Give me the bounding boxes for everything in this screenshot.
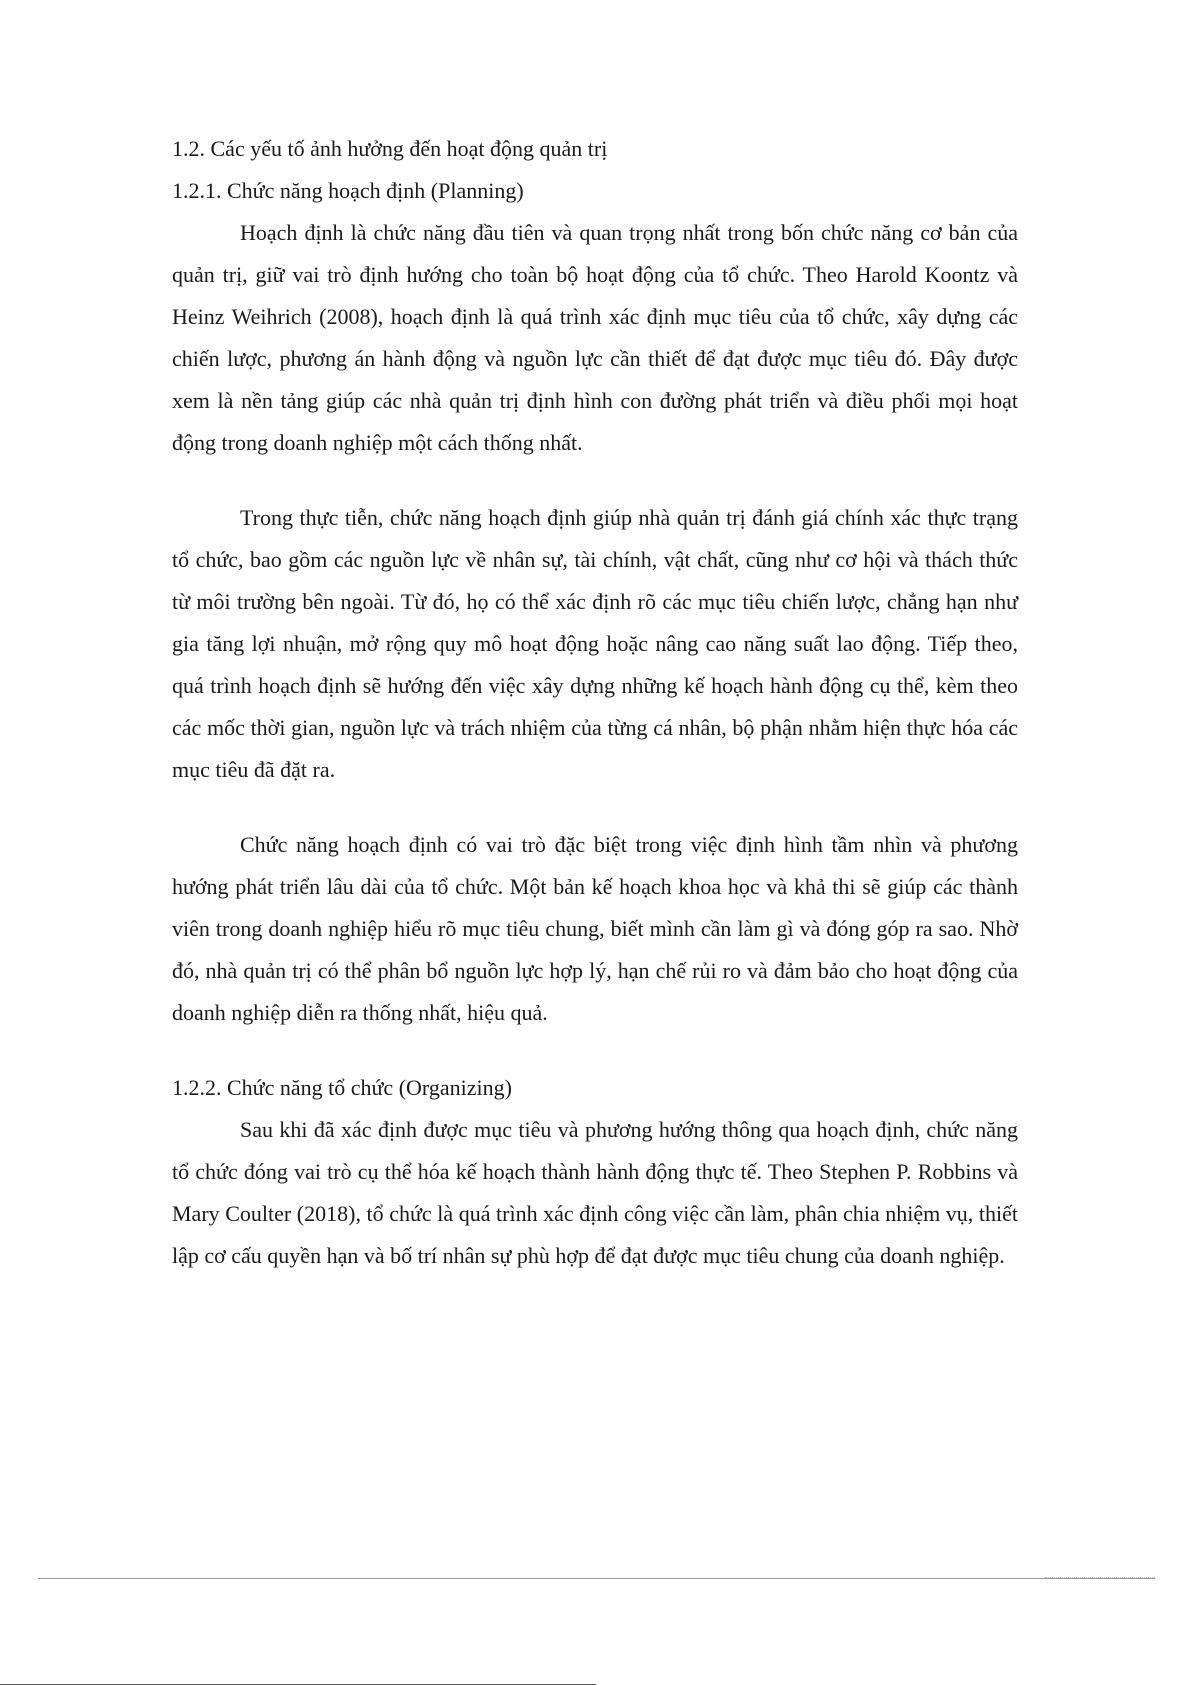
organizing-heading: 1.2.2. Chức năng tổ chức (Organizing)	[172, 1075, 512, 1100]
planning-heading: 1.2.1. Chức năng hoạch định (Planning)	[172, 178, 524, 203]
section-heading: 1.2. Các yếu tố ảnh hưởng đến hoạt động quản trị	[172, 136, 608, 161]
page-content	[172, 128, 1018, 1277]
footer-dotted-rule	[1045, 1577, 1155, 1578]
footer-divider	[38, 1578, 1155, 1579]
organizing-paragraph-1: Sau khi đã xác định được mục tiêu và phương hướng thông qua hoạch định, chức năng tổ chức đóng vai trò cụ thể hóa kế hoạch thành hành động thực tế. Theo Stephen P. Robbins và Mary Coulter (2018), tổ chức là quá trình xác định công việc cần làm, phân chia nhiệm vụ, thiết lập cơ cấu quyền hạn và bố trí nhân sự phù hợp để đạt được mục tiêu chung của doanh nghiệp.	[172, 1117, 1018, 1268]
planning-paragraph-1: Hoạch định là chức năng đầu tiên và quan trọng nhất trong bốn chức năng cơ bản của quản trị, giữ vai trò định hướng cho toàn bộ hoạt động của tổ chức. Theo Harold Koontz và Heinz Weihrich (2008), hoạch định là quá trình xác định mục tiêu của tổ chức, xây dựng các chiến lược, phương án hành động và nguồn lực cần thiết để đạt được mục tiêu đó. Đây được xem là nền tảng giúp các nhà quản trị định hình con đường phát triển và điều phối mọi hoạt động trong doanh nghiệp một cách thống nhất.	[172, 220, 1018, 455]
planning-paragraph-2: Trong thực tiễn, chức năng hoạch định giúp nhà quản trị đánh giá chính xác thực trạng tổ chức, bao gồm các nguồn lực về nhân sự, tài chính, vật chất, cũng như cơ hội và thách thức từ môi trường bên ngoài. Từ đó, họ có thể xác định rõ các mục tiêu chiến lược, chẳng hạn như gia tăng lợi nhuận, mở rộng quy mô hoạt động hoặc nâng cao năng suất lao động. Tiếp theo, quá trình hoạch định sẽ hướng đến việc xây dựng những kế hoạch hành động cụ thể, kèm theo các mốc thời gian, nguồn lực và trách nhiệm của từng cá nhân, bộ phận nhằm hiện thực hóa các mục tiêu đã đặt ra.	[172, 505, 1018, 782]
planning-paragraph-3: Chức năng hoạch định có vai trò đặc biệt trong việc định hình tầm nhìn và phương hướng phát triển lâu dài của tổ chức. Một bản kế hoạch khoa học và khả thi sẽ giúp các thành viên trong doanh nghiệp hiểu rõ mục tiêu chung, biết mình cần làm gì và đóng góp ra sao. Nhờ đó, nhà quản trị có thể phân bổ nguồn lực hợp lý, hạn chế rủi ro và đảm bảo cho hoạt động của doanh nghiệp diễn ra thống nhất, hiệu quả.	[172, 832, 1018, 1025]
